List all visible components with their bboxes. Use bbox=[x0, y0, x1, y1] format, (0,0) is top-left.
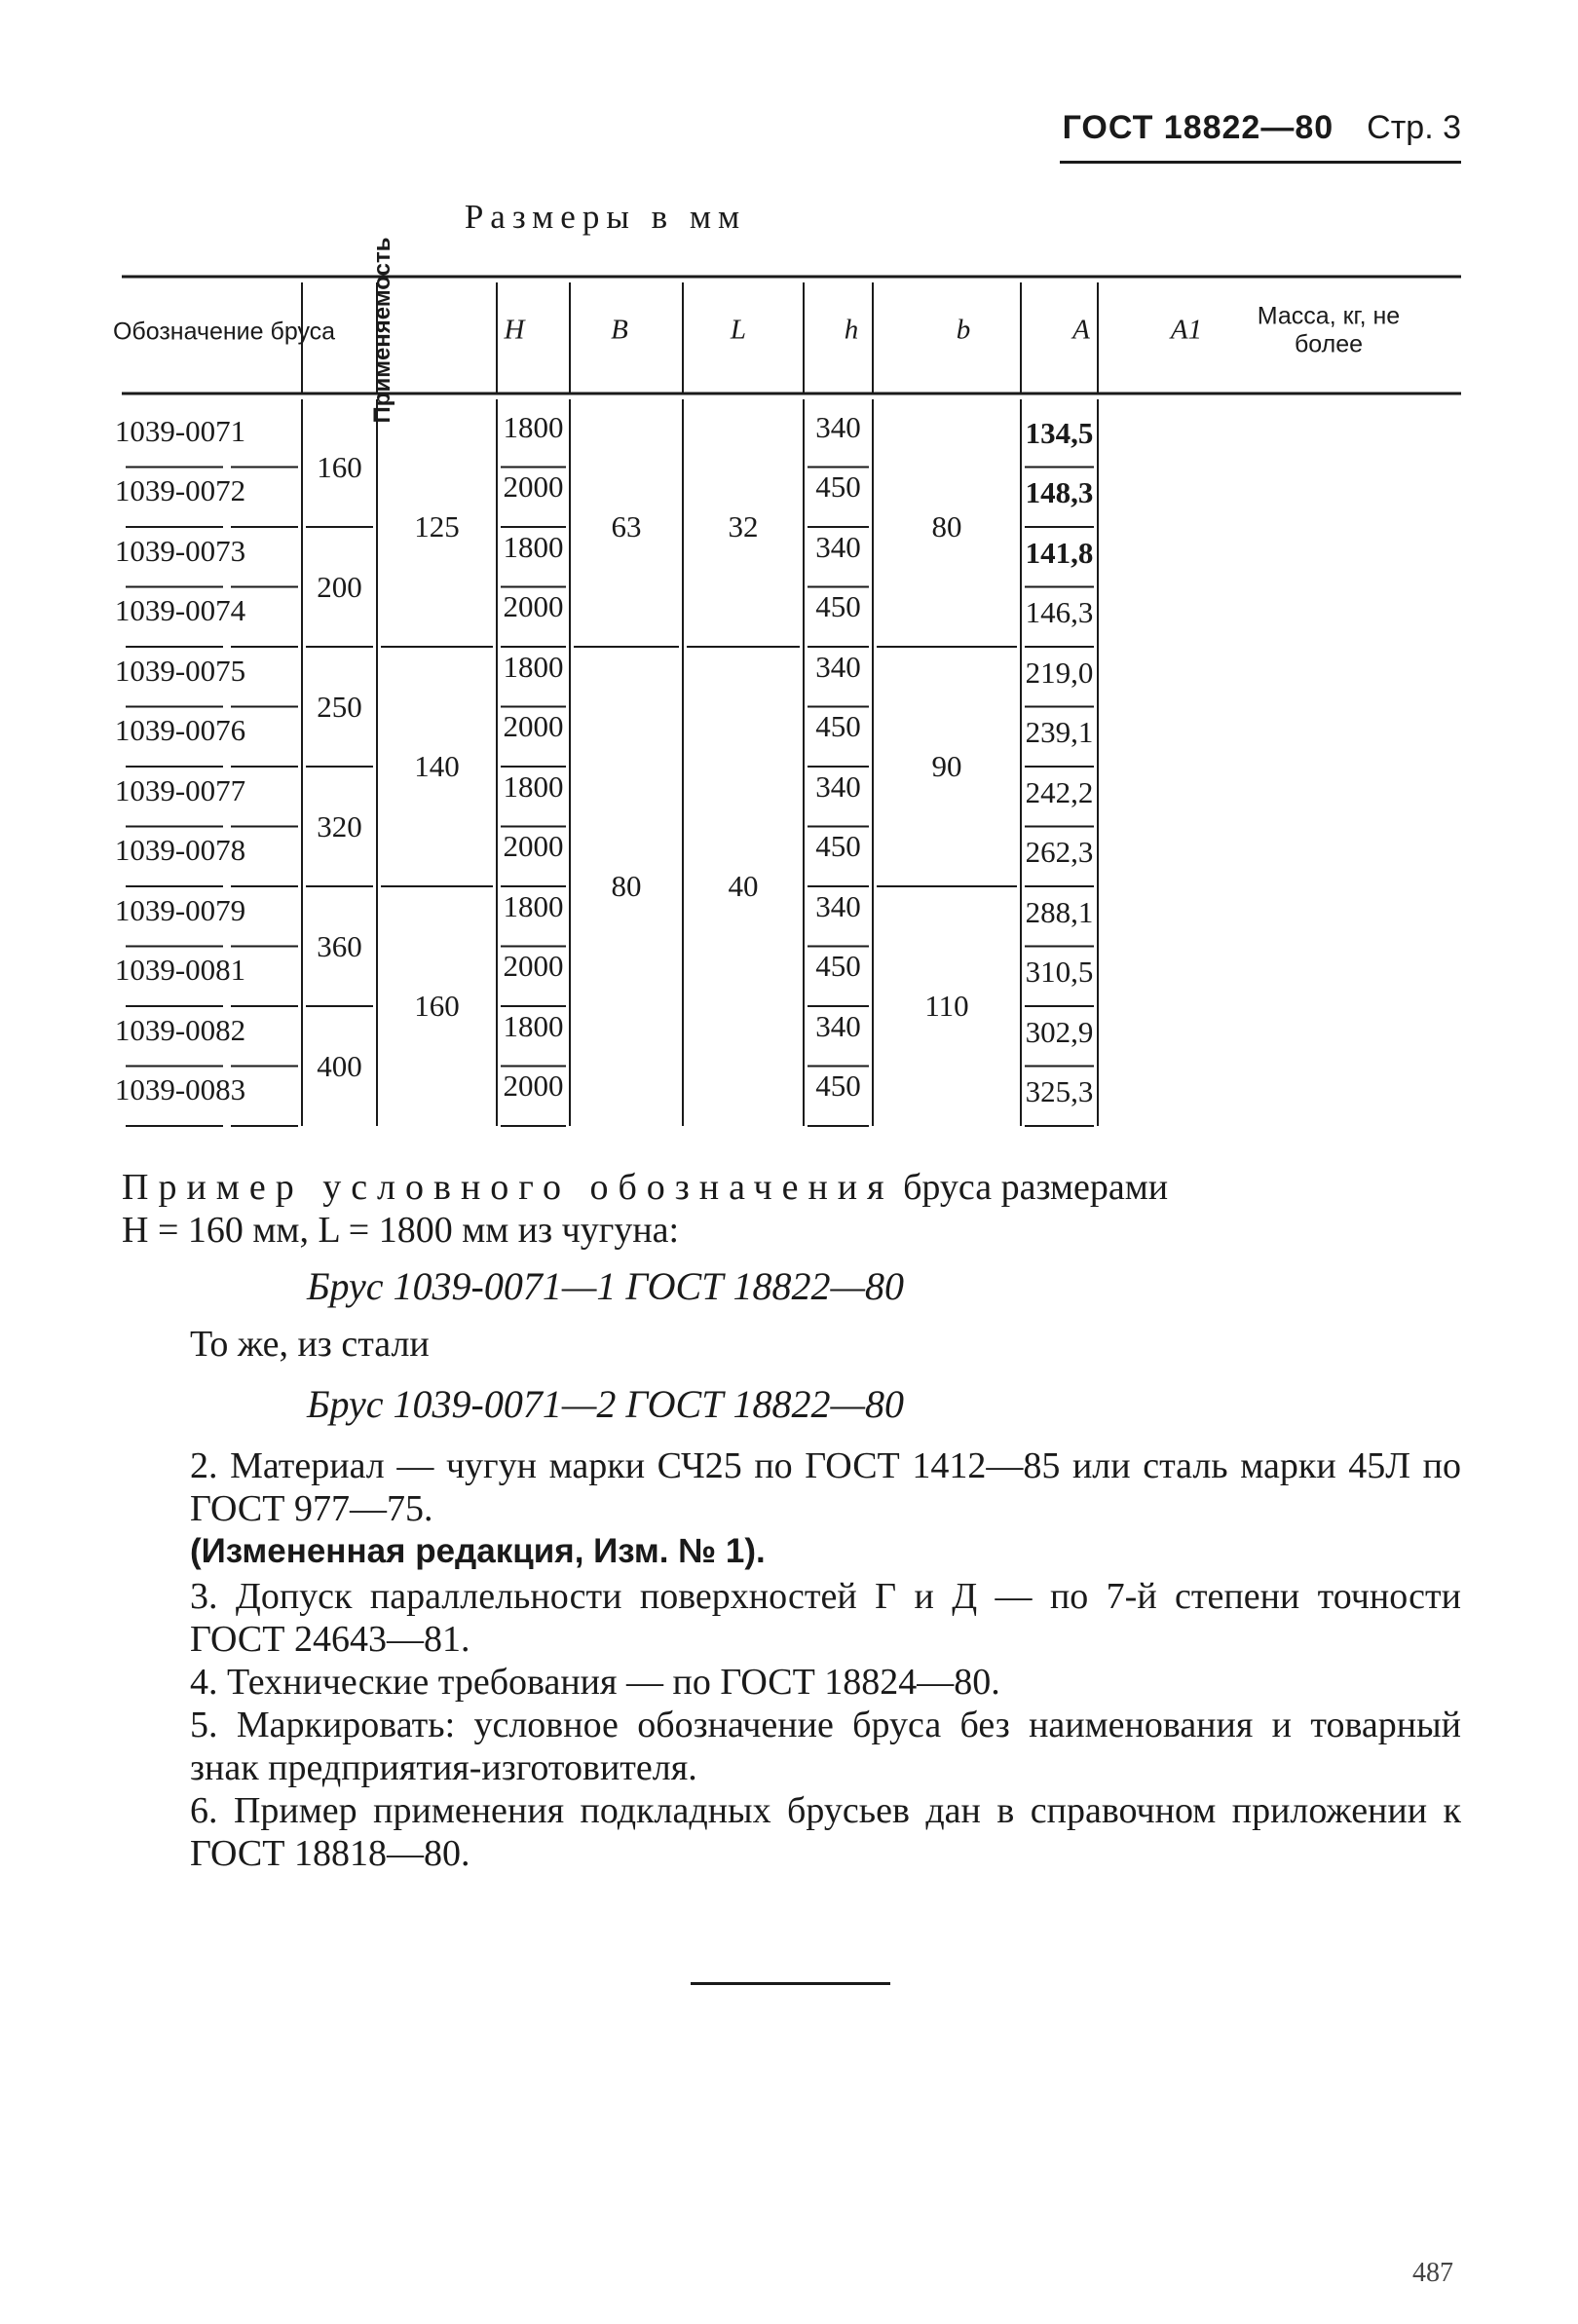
table-cell-A: 340 bbox=[815, 649, 861, 684]
table-cell-designation: 1039-0071 bbox=[114, 413, 246, 448]
header-designation: Обозначение бруса bbox=[112, 318, 336, 346]
table-cell-A: 340 bbox=[815, 409, 861, 444]
table-cell-A: 340 bbox=[815, 1008, 861, 1043]
dimensions-table bbox=[112, 237, 1461, 1140]
table-cell-designation: 1039-0074 bbox=[114, 593, 246, 628]
table-cell-L: 2000 bbox=[503, 589, 564, 624]
example-intro-spaced: Пример условного обозначения bbox=[122, 1167, 894, 1208]
header-mass: Масса, кг, не более bbox=[1257, 302, 1401, 357]
table-cell-designation: 1039-0082 bbox=[114, 1012, 246, 1047]
table-cell-A: 450 bbox=[815, 709, 861, 744]
example-intro bbox=[122, 1166, 1461, 1209]
amended-note: (Измененная редакция, Изм. № 1). bbox=[190, 1532, 766, 1570]
table-cell-mass: 310,5 bbox=[1025, 955, 1094, 990]
example-designation-1: Брус 1039-0071—1 ГОСТ 18822—80 bbox=[306, 1264, 905, 1308]
table-cell-H: 200 bbox=[317, 569, 362, 604]
table-cell-designation: 1039-0072 bbox=[114, 473, 246, 508]
table-cell-L: 1800 bbox=[503, 649, 564, 684]
item-3: 3. Допуск параллельности поверхностей Г и Д — по 7-й степени точности ГОСТ 24643—81. bbox=[190, 1576, 1461, 1660]
table-cell-h: 80 bbox=[611, 869, 642, 903]
table-cell-A1: 90 bbox=[931, 749, 962, 783]
table-cell-mass: 302,9 bbox=[1025, 1014, 1094, 1049]
table-cell-L: 2000 bbox=[503, 1068, 564, 1104]
example-designation-2: Брус 1039-0071—2 ГОСТ 18822—80 bbox=[306, 1382, 905, 1426]
header-h: h bbox=[844, 314, 859, 346]
header-L: L bbox=[730, 314, 747, 346]
table-cell-mass: 242,2 bbox=[1025, 774, 1094, 809]
table-cell-mass: 219,0 bbox=[1025, 655, 1094, 690]
example-intro-rest: бруса размерами bbox=[893, 1167, 1169, 1208]
header-B: B bbox=[611, 314, 628, 346]
header-rule bbox=[1060, 161, 1461, 164]
item-2-text: 2. Материал — чугун марки СЧ25 по ГОСТ 1412—85 или сталь марки 45Л по ГОСТ 977—75. bbox=[190, 1445, 1461, 1529]
table-cell-designation: 1039-0075 bbox=[114, 653, 246, 688]
table-cell-A: 450 bbox=[815, 949, 861, 984]
table-cell-mass: 288,1 bbox=[1025, 894, 1094, 929]
table-cell-A1: 80 bbox=[931, 509, 962, 544]
table-cell-H: 250 bbox=[317, 689, 362, 724]
table-cell-A: 450 bbox=[815, 829, 861, 864]
table-cell-mass: 134,5 bbox=[1025, 415, 1094, 450]
header-A1: A1 bbox=[1170, 314, 1203, 346]
table-cell-H: 400 bbox=[317, 1048, 362, 1083]
table-cell-L: 1800 bbox=[503, 1008, 564, 1043]
table-cell-designation: 1039-0081 bbox=[114, 953, 246, 988]
table-cell-designation: 1039-0073 bbox=[114, 533, 246, 568]
table-cell-mass: 148,3 bbox=[1025, 475, 1094, 510]
item-6: 6. Пример применения подкладных брусьев дан в справочном приложении к ГОСТ 18818—80. bbox=[190, 1790, 1461, 1874]
closing-rule bbox=[691, 1982, 890, 1985]
table-cell-b: 40 bbox=[728, 869, 759, 903]
table-cell-mass: 325,3 bbox=[1025, 1074, 1094, 1109]
example-line2: H = 160 мм, L = 1800 мм из чугуна: bbox=[122, 1210, 680, 1251]
table-cell-mass: 262,3 bbox=[1025, 835, 1094, 870]
table-cell-L: 2000 bbox=[503, 709, 564, 744]
table-cell-L: 1800 bbox=[503, 409, 564, 444]
table-cell-designation: 1039-0083 bbox=[114, 1072, 246, 1107]
table-cell-H: 360 bbox=[317, 928, 362, 963]
table-cell-H: 160 bbox=[317, 449, 362, 484]
header-b: b bbox=[956, 314, 971, 346]
table-cell-L: 2000 bbox=[503, 949, 564, 984]
table-cell-A: 450 bbox=[815, 1068, 861, 1104]
item-4: 4. Технические требования — по ГОСТ 18824—80. bbox=[190, 1662, 1000, 1703]
table-cell-A: 450 bbox=[815, 589, 861, 624]
table-cell-designation: 1039-0078 bbox=[114, 833, 246, 868]
document-number: ГОСТ 18822—80 bbox=[1062, 109, 1334, 146]
table-cell-designation: 1039-0077 bbox=[114, 772, 246, 807]
page-header bbox=[1063, 109, 1461, 147]
header-H: H bbox=[504, 314, 525, 346]
table-cell-A: 340 bbox=[815, 888, 861, 923]
table-cell-A1: 110 bbox=[924, 989, 969, 1023]
header-A: A bbox=[1072, 314, 1090, 346]
table-cell-mass: 141,8 bbox=[1025, 535, 1094, 570]
header-applicability: Применяемость bbox=[368, 237, 395, 424]
table-cell-L: 2000 bbox=[503, 469, 564, 505]
table-cell-A: 340 bbox=[815, 529, 861, 564]
page-number: 487 bbox=[1412, 2258, 1453, 2288]
table-cell-B: 140 bbox=[414, 749, 460, 783]
table-cell-h: 63 bbox=[611, 509, 642, 544]
table-cell-mass: 146,3 bbox=[1025, 595, 1094, 630]
table-cell-H: 320 bbox=[317, 808, 362, 843]
table-cell-L: 1800 bbox=[503, 529, 564, 564]
table-cell-L: 2000 bbox=[503, 829, 564, 864]
table-cell-A: 450 bbox=[815, 469, 861, 505]
table-cell-designation: 1039-0076 bbox=[114, 713, 246, 748]
table-cell-mass: 239,1 bbox=[1025, 715, 1094, 750]
table-cell-B: 160 bbox=[414, 989, 460, 1023]
table-cell-b: 32 bbox=[728, 509, 759, 544]
units-caption: Размеры в мм bbox=[464, 198, 747, 236]
table-cell-L: 1800 bbox=[503, 888, 564, 923]
item-2 bbox=[190, 1444, 1461, 1530]
same-from-steel: То же, из стали bbox=[190, 1324, 430, 1365]
table-cell-designation: 1039-0079 bbox=[114, 892, 246, 927]
page-label: Стр. 3 bbox=[1367, 109, 1461, 146]
table-cell-A: 340 bbox=[815, 768, 861, 804]
item-5: 5. Маркировать: условное обозначение бруса без наименования и товарный знак предприятия-изготовителя. bbox=[190, 1705, 1461, 1788]
table-cell-B: 125 bbox=[414, 509, 460, 544]
table-cell-L: 1800 bbox=[503, 768, 564, 804]
